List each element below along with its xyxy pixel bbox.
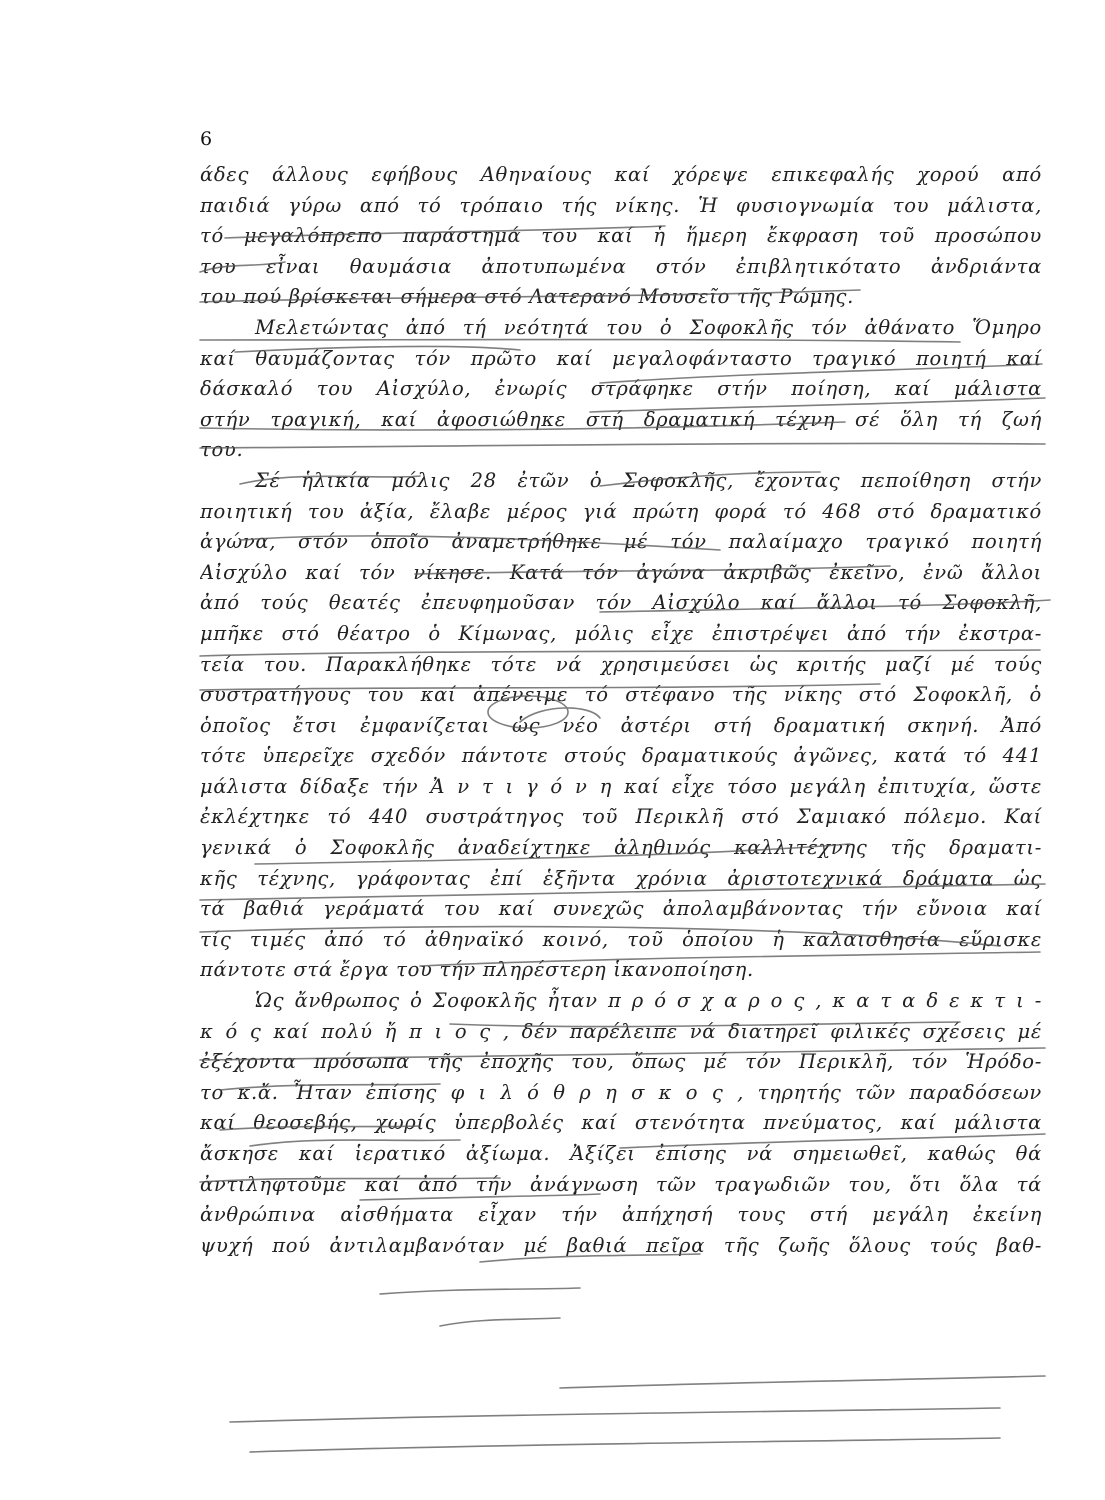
text-line: δάσκαλό του Αἰσχύλο, ἐνωρίς στράφηκε στήν ποίηση, καί μάλιστα (200, 377, 1042, 401)
text-line: ἀπό τούς θεατές ἐπευφημοῦσαν τόν Αἰσχύλο καί ἄλλοι τό Σοφοκλῆ, (200, 591, 1042, 615)
text-line: τίς τιμές ἀπό τό ἀθηναϊκό κοινό, τοῦ ὁποίου ἡ καλαισθησία εὕρισκε (200, 927, 1042, 951)
text-line: Σέ ἡλικία μόλις 28 ἐτῶν ὁ Σοφοκλῆς, ἔχοντας πεποίθηση στήν (255, 468, 1042, 492)
pencil-underline (250, 1438, 1000, 1452)
text-line: στήν τραγική, καί ἀφοσιώθηκε στή δραματική τέχνη σέ ὅλη τή ζωή (200, 407, 1042, 431)
text-line: ἀντιληφτοῦμε καί ἀπό τήν ἀνάγνωση τῶν τραγωδιῶν του, ὅτι ὅλα τά (200, 1172, 1042, 1196)
text-line: τότε ὑπερεῖχε σχεδόν πάντοτε στούς δραματικούς ἀγῶνες, κατά τό 441 (200, 744, 1042, 768)
page-number: 6 (200, 128, 213, 150)
text-line: πάντοτε στά ἔργα του τήν πληρέστερη ἱκανοποίηση. (200, 958, 754, 982)
text-line: μπῆκε στό θέατρο ὁ Κίμωνας, μόλις εἶχε ἐπιστρέψει ἀπό τήν ἐκστρα- (200, 621, 1042, 645)
text-line: ἐξέχοντα πρόσωπα τῆς ἐποχῆς του, ὅπως μέ τόν Περικλῆ, τόν Ἡρόδο- (200, 1050, 1042, 1074)
text-line: του πού βρίσκεται σήμερα στό Λατερανό Μουσεῖο τῆς Ρώμης. (200, 285, 855, 309)
text-line: άδες άλλους εφήβους Αθηναίους καί χόρεψε επικεφαλής χορού από (200, 163, 1042, 186)
text-line: παιδιά γύρω από τό τρόπαιο τής νίκης. Ἡ φυσιογνωμία του μάλιστα, (200, 193, 1042, 217)
text-line: Μελετώντας ἀπό τή νεότητά του ὁ Σοφοκλῆς τόν ἀθάνατο Ὅμηρο (255, 315, 1042, 339)
text-line: του εἶναι θαυμάσια ἀποτυπωμένα στόν ἐπιβλητικότατο ἀνδριάντα (200, 254, 1042, 278)
text-line: κ ό ς καί πολύ ἤ π ι ο ς , δέν παρέλειπε νά διατηρεῖ φιλικές σχέσεις μέ (200, 1019, 1042, 1043)
pencil-underline (380, 1288, 580, 1294)
text-line: γενικά ὁ Σοφοκλῆς ἀναδείχτηκε ἀληθινός καλλιτέχνης τῆς δραματι- (200, 836, 1042, 860)
text-line: κῆς τέχνης, γράφοντας ἐπί ἑξῆντα χρόνια ἀριστοτεχνικά δράματα ὡς (200, 866, 1042, 890)
text-line: ὁποῖος ἔτσι ἐμφανίζεται ὡς νέο ἀστέρι στή δραματική σκηνή. Ἀπό (200, 713, 1042, 737)
text-line: Αἰσχύλο καί τόν νίκησε. Κατά τόν ἀγώνα ἀκριβῶς ἐκεῖνο, ἐνῶ ἄλλοι (200, 560, 1042, 584)
text-line: Ὡς ἄνθρωπος ὁ Σοφοκλῆς ἦταν π ρ ό σ χ α ρ ο ς , κ α τ α δ ε κ τ ι - (255, 989, 1042, 1013)
text-line: καί θεοσεβής, χωρίς ὑπερβολές καί στενότητα πνεύματος, καί μάλιστα (200, 1111, 1042, 1135)
text-line: ποιητική του ἀξία, ἔλαβε μέρος γιά πρώτη φορά τό 468 στό δραματικό (200, 499, 1042, 523)
pencil-underline (560, 1376, 1045, 1388)
text-line: του. (200, 438, 244, 462)
text-line: ἀγώνα, στόν ὁποῖο ἀναμετρήθηκε μέ τόν παλαίμαχο τραγικό ποιητή (200, 530, 1042, 554)
text-line: συστρατήγους του καί ἀπένειμε τό στέφανο τῆς νίκης στό Σοφοκλῆ, ὁ (200, 683, 1042, 707)
body-text (200, 160, 1042, 1261)
text-line: το κ.ἄ. Ἦταν ἐπίσης φ ι λ ό θ ρ η σ κ ο ς , τηρητής τῶν παραδόσεων (200, 1080, 1042, 1104)
text-line: τά βαθιά γεράματά του καί συνεχῶς ἀπολαμβάνοντας τήν εὔνοια καί (200, 897, 1042, 921)
pencil-underline (440, 1318, 560, 1326)
text-line: μάλιστα δίδαξε τήν Ἀ ν τ ι γ ό ν η καί εἶχε τόσο μεγάλη ἐπιτυχία, ὥστε (200, 774, 1042, 798)
text-line: ἀνθρώπινα αἰσθήματα εἶχαν τήν ἀπήχησή τους στή μεγάλη ἐκείνη (200, 1203, 1042, 1227)
text-line: τεία του. Παρακλήθηκε τότε νά χρησιμεύσει ὡς κριτής μαζί μέ τούς (200, 652, 1042, 676)
pencil-underline (230, 1408, 1000, 1422)
text-line: καί θαυμάζοντας τόν πρῶτο καί μεγαλοφάνταστο τραγικό ποιητή καί (200, 346, 1042, 370)
text-line: τό μεγαλόπρεπο παράστημά του καί ἡ ἥμερη ἔκφραση τοῦ προσώπου (200, 224, 1042, 248)
text-line: ἄσκησε καί ἱερατικό ἀξίωμα. Ἀξίζει ἐπίσης νά σημειωθεῖ, καθώς θά (200, 1142, 1042, 1165)
text-line: ἐκλέχτηκε τό 440 συστράτηγος τοῦ Περικλῆ στό Σαμιακό πόλεμο. Καί (200, 805, 1042, 829)
text-line: ψυχή πού ἀντιλαμβανόταν μέ βαθιά πεῖρα τῆς ζωῆς ὅλους τούς βαθ- (200, 1233, 1042, 1257)
